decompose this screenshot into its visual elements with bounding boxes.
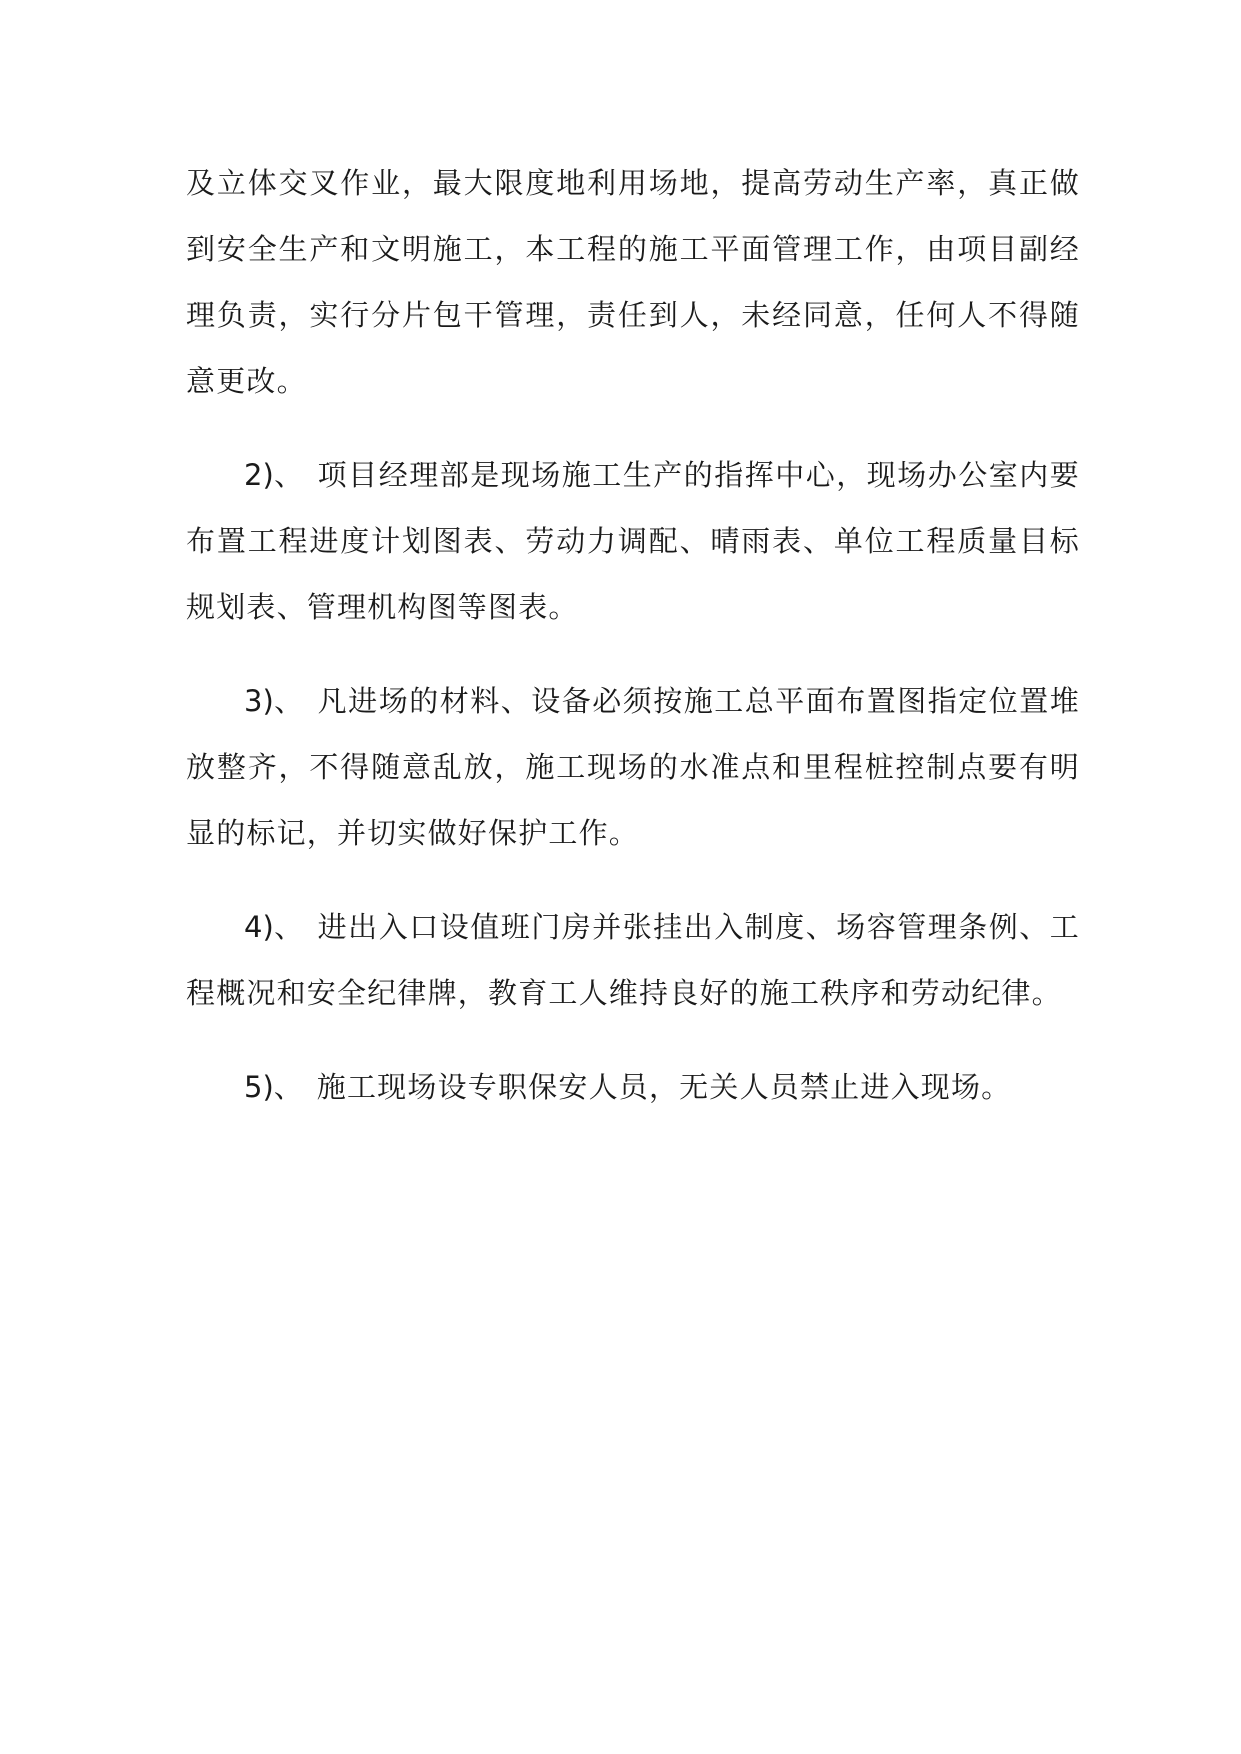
document-body xyxy=(186,150,1080,1148)
paragraph-item-4 xyxy=(186,894,1080,1026)
paragraph-number: 3)、 xyxy=(244,684,304,718)
paragraph-number: 2)、 xyxy=(244,458,304,492)
paragraph-number: 4)、 xyxy=(244,910,304,944)
paragraph-item-3 xyxy=(186,668,1080,866)
paragraph-text: 凡进场的材料、设备必须按施工总平面布置图指定位置堆放整齐，不得随意乱放，施工现场的水准点和里程桩控制点要有明显的标记，并切实做好保护工作。 xyxy=(186,684,1080,850)
paragraph-text: 进出入口设值班门房并张挂出入制度、场容管理条例、工程概况和安全纪律牌，教育工人维持良好的施工秩序和劳动纪律。 xyxy=(186,910,1080,1010)
paragraph-continuation xyxy=(186,150,1080,414)
paragraph-item-2 xyxy=(186,442,1080,640)
paragraph-item-5 xyxy=(186,1054,1080,1120)
paragraph-number: 5)、 xyxy=(244,1070,303,1104)
paragraph-text: 施工现场设专职保安人员，无关人员禁止进入现场。 xyxy=(316,1070,1012,1104)
paragraph-text: 项目经理部是现场施工生产的指挥中心，现场办公室内要布置工程进度计划图表、劳动力调配、晴雨表、单位工程质量目标规划表、管理机构图等图表。 xyxy=(186,458,1080,624)
paragraph-text: 及立体交叉作业，最大限度地利用场地，提高劳动生产率，真正做到安全生产和文明施工，本工程的施工平面管理工作，由项目副经理负责，实行分片包干管理，责任到人，未经同意，任何人不得随意更改。 xyxy=(186,166,1080,398)
